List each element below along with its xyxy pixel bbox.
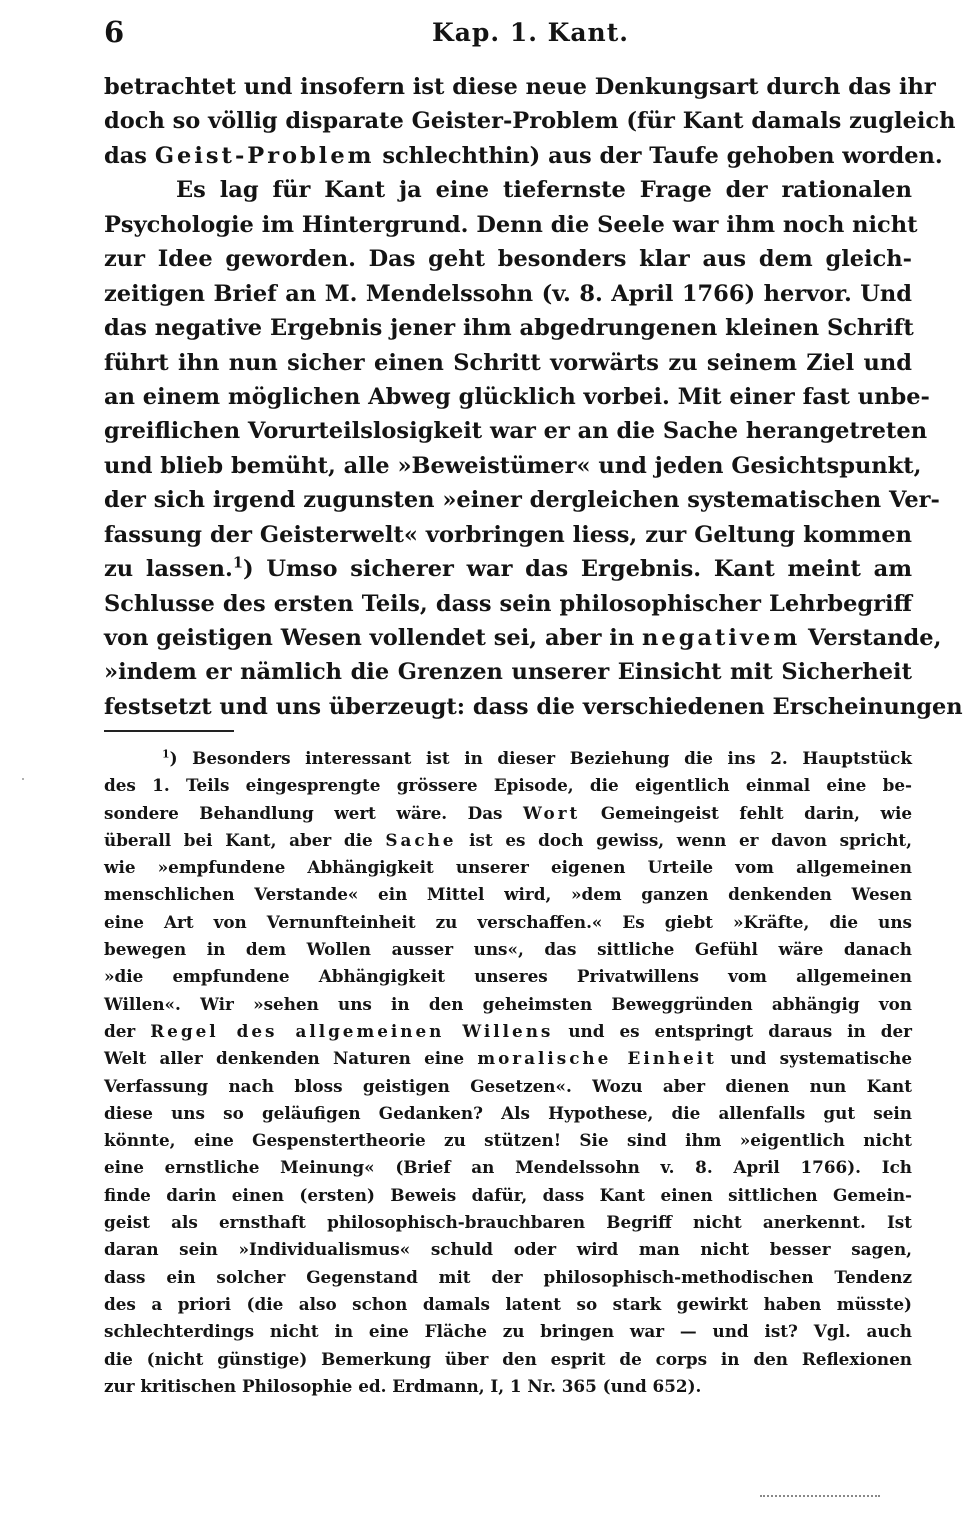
footnote-line: daran sein »Individualismus« schuld oder wird man nicht besser sagen, xyxy=(104,1239,912,1260)
page-number: 6 xyxy=(104,15,125,49)
footnote-line: eine Art von Vernunfteinheit zu verschaffen.« Es giebt »Kräfte, die uns xyxy=(104,911,912,932)
text-line: an einem möglichen Abweg glücklich vorbei. Mit einer fast unbe- xyxy=(104,383,930,410)
footnote-line: wie »empfundene Abhängigkeit unserer eigenen Urteile vom allgemeinen xyxy=(104,857,912,878)
footnote-line: sondere Behandlung wert wäre. Das Wort Gemeingeist fehlt darin, wie xyxy=(104,802,912,823)
footnote-number: 1 xyxy=(162,747,170,761)
footnote-block xyxy=(104,745,912,1400)
text-line: zeitigen Brief an M. Mendelssohn (v. 8. April 1766) hervor. Und xyxy=(104,280,912,307)
footnote-marker: 1 xyxy=(232,554,244,572)
spaced-emphasis: moralische Einheit xyxy=(477,1048,717,1069)
text-line: Schlusse des ersten Teils, dass sein philosophischer Lehrbegriff xyxy=(104,590,912,617)
text-line: führt ihn nun sicher einen Schritt vorwärts zu seinem Ziel und xyxy=(104,349,912,376)
text-line: doch so völlig disparate Geister-Problem (für Kant damals zugleich xyxy=(104,108,956,135)
footnote-line: schlechterdings nicht in eine Fläche zu bringen war — und ist? Vgl. auch xyxy=(104,1321,912,1342)
footnote-line: geist als ernsthaft philosophisch-brauchbaren Begriff nicht anerkennt. Ist xyxy=(104,1212,912,1233)
footnote-line: Welt aller denkenden Naturen eine moralische Einheit und systematische xyxy=(104,1048,912,1069)
footnote-line: der Regel des allgemeinen Willens und es entspringt daraus in der xyxy=(104,1020,912,1041)
page-header xyxy=(104,14,912,54)
footnote-line: menschlichen Verstande« ein Mittel wird, »dem ganzen denkenden Wesen xyxy=(104,884,912,905)
scan-artifact-marks xyxy=(760,1495,880,1500)
spaced-emphasis: negativem xyxy=(642,625,801,651)
footnote-line: »die empfundene Abhängigkeit unseres Privatwillens vom allgemeinen xyxy=(104,966,912,987)
footnote-line: eine ernstliche Meinung« (Brief an Mendelssohn v. 8. April 1766). Ich xyxy=(104,1157,912,1178)
footnote-line: des 1. Teils eingesprengte grössere Episode, die eigentlich einmal eine be- xyxy=(104,775,912,796)
footnote-line-last: zur kritischen Philosophie ed. Erdmann, I, 1 Nr. 365 (und 652). xyxy=(104,1375,702,1396)
spaced-emphasis: Regel des allgemeinen Willens xyxy=(150,1020,554,1041)
scan-speck xyxy=(22,778,24,780)
text-line: Psychologie im Hintergrund. Denn die Seele war ihm noch nicht xyxy=(104,211,918,238)
spaced-emphasis: Geist-Problem xyxy=(154,142,375,169)
text-line: fassung der Geisterwelt« vorbringen liess, zur Geltung kommen xyxy=(104,521,912,548)
text-line: festsetzt und uns überzeugt: dass die verschiedenen Erscheinungen xyxy=(104,693,963,720)
spaced-emphasis: Sache xyxy=(385,829,457,850)
footnote-line: diese uns so geläufigen Gedanken? Als Hypothese, die allenfalls gut sein xyxy=(104,1102,912,1123)
footnote-line: Willen«. Wir »sehen uns in den geheimsten Beweggründen abhängig von xyxy=(104,993,912,1014)
footnote-line: Verfassung nach bloss geistigen Gesetzen«. Wozu aber dienen nun Kant xyxy=(104,1075,912,1096)
footnote-line: bewegen in dem Wollen ausser uns«, das sittliche Gefühl wäre danach xyxy=(104,939,912,960)
footnote-divider xyxy=(104,730,234,732)
text-line: betrachtet und insofern ist diese neue Denkungsart durch das ihr xyxy=(104,74,936,100)
text-line: der sich irgend zugunsten »einer dergleichen systematischen Ver- xyxy=(104,487,940,514)
main-text xyxy=(104,70,963,724)
text-line: »indem er nämlich die Grenzen unserer Einsicht mit Sicherheit xyxy=(104,659,912,686)
text-line: greiflichen Vorurteilslosigkeit war er an die Sache herangetreten xyxy=(104,418,928,445)
paragraph-start: Es lag für Kant ja eine tiefernste Frage der rationalen xyxy=(176,177,912,204)
footnote-line: des a priori (die also schon damals latent so stark gewirkt haben müsste) xyxy=(104,1293,912,1314)
text-line: das negative Ergebnis jener ihm abgedrungenen kleinen Schrift xyxy=(104,315,914,342)
text-line: und blieb bemüht, alle »Beweistümer« und jeden Gesichtspunkt, xyxy=(104,452,922,479)
footnote-line: überall bei Kant, aber die Sache ist es doch gewiss, wenn er davon spricht, xyxy=(104,829,912,850)
footnote-line: $^1$) Besonders interessant ist in dieser Beziehung die ins 2. Hauptstück xyxy=(162,747,912,768)
text-line: von geistigen Wesen vollendet sei, aber in negativem Verstande, xyxy=(104,625,942,651)
text-line: zu lassen.$^1$) Umso sicherer war das Ergebnis. Kant meint am xyxy=(104,554,913,583)
running-title: Kap. 1. Kant. xyxy=(432,18,629,47)
text-line: zur Idee geworden. Das geht besonders klar aus dem gleich- xyxy=(104,246,912,273)
footnote-line: könnte, eine Gespenstertheorie zu stützen! Sie sind ihm »eigentlich nicht xyxy=(104,1130,912,1151)
text-line: das Geist-Problem schlechthin) aus der Taufe gehoben worden. xyxy=(104,142,943,169)
footnote-line: dass ein solcher Gegenstand mit der philosophisch-methodischen Tendenz xyxy=(104,1266,912,1287)
footnote-line: finde darin einen (ersten) Beweis dafür, dass Kant einen sittlichen Gemein- xyxy=(104,1184,912,1205)
spaced-emphasis: Wort xyxy=(523,802,581,823)
footnote-line: die (nicht günstige) Bemerkung über den esprit de corps in den Reflexionen xyxy=(104,1348,912,1369)
